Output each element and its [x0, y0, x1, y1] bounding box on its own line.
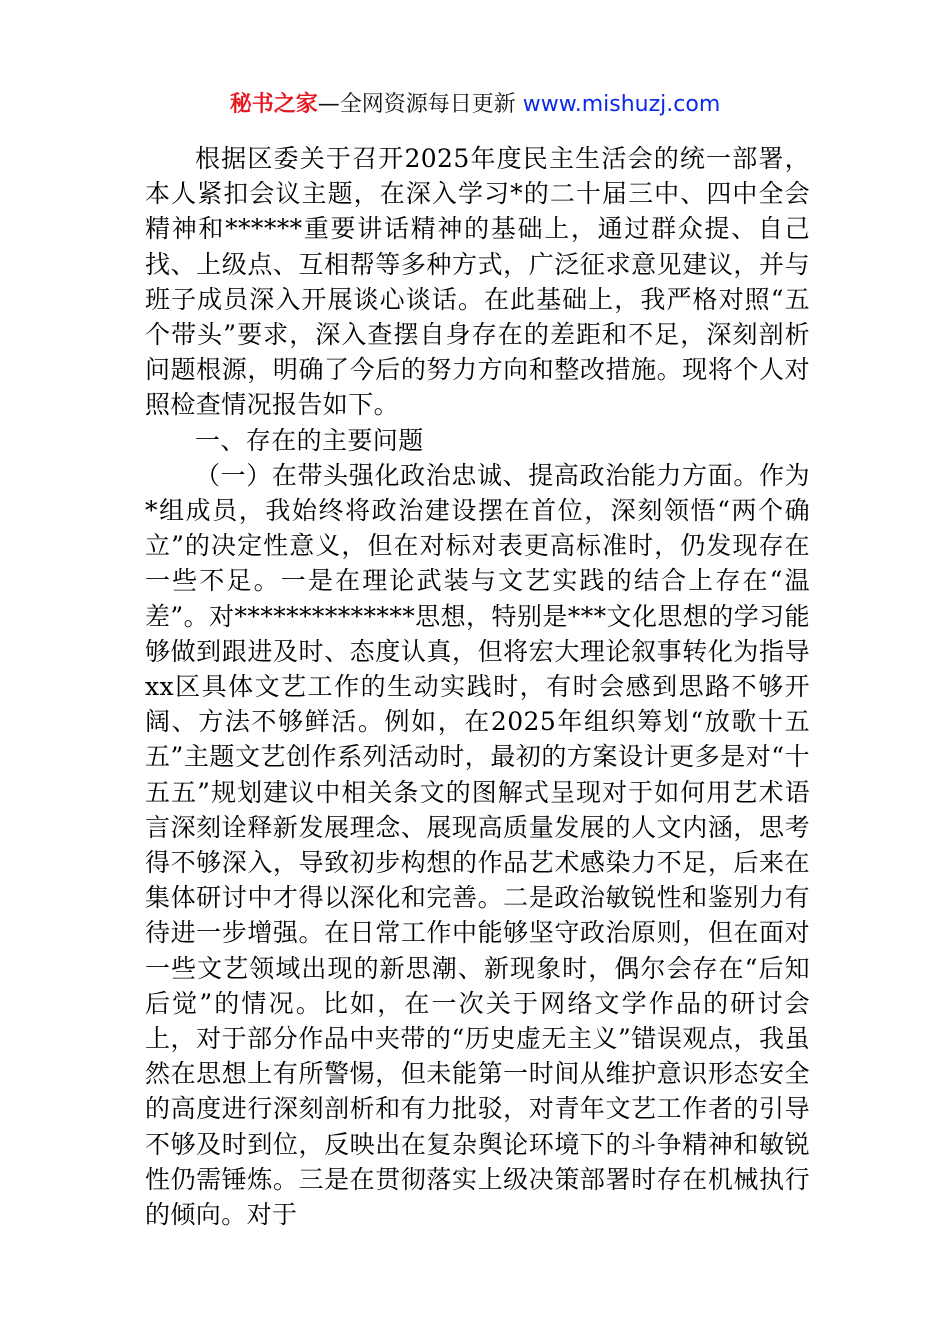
site-url-link[interactable]: www.mishuzj.com [522, 92, 721, 117]
document-body [145, 141, 810, 1232]
brand-name: 秘书之家 [229, 92, 318, 117]
subsection-paragraph: （一）在带头强化政治忠诚、提高政治能力方面。作为*组成员，我始终将政治建设摆在首位，深刻领悟“两个确立”的决定性意义，但在对标对表更高标准时，仍发现存在一些不足。一是在理论武装与文艺实践的结合上存在“温差”。对**************思想，特别是***文化思想的学习能够做到跟进及时、态度认真，但将宏大理论叙事转化为指导xx区具体文艺工作的生动实践时，有时会感到思路不够开阔、方法不够鲜活。例如，在2025年组织筹划“放歌十五五”主题文艺创作系列活动时，最初的方案设计更多是对“十五五”规划建议中相关条文的图解式呈现对于如何用艺术语言深刻诠释新发展理念、展现高质量发展的人文内涵，思考得不够深入，导致初步构想的作品艺术感染力不足，后来在集体研讨中才得以深化和完善。二是政治敏锐性和鉴别力有待进一步增强。在日常工作中能够坚守政治原则，但在面对一些文艺领域出现的新思潮、新现象时，偶尔会存在“后知后觉”的情况。比如，在一次关于网络文学作品的研讨会上，对于部分作品中夹带的“历史虚无主义”错误观点，我虽然在思想上有所警惕，但未能第一时间从维护意识形态安全的高度进行深刻剖析和有力批驳，对青年文艺工作者的引导不够及时到位，反映出在复杂舆论环境下的斗争精神和敏锐性仍需锤炼。三是在贯彻落实上级决策部署时存在机械执行的倾向。对于 [145, 460, 810, 1230]
site-header [0, 88, 950, 122]
section-heading: 一、存在的主要问题 [195, 425, 424, 455]
header-tagline: —全网资源每日更新 [317, 92, 516, 117]
intro-paragraph: 根据区委关于召开2025年度民主生活会的统一部署，本人紧扣会议主题，在深入学习*的二十届三中、四中全会精神和******重要讲话精神的基础上，通过群众提、自己找、上级点、互相帮等多种方式，广泛征求意见建议，并与班子成员深入开展谈心谈话。在此基础上，我严格对照“五个带头”要求，深入查摆自身存在的差距和不足，深刻剖析问题根源，明确了今后的努力方向和整改措施。现将个人对照检查情况报告如下。 [145, 144, 810, 420]
